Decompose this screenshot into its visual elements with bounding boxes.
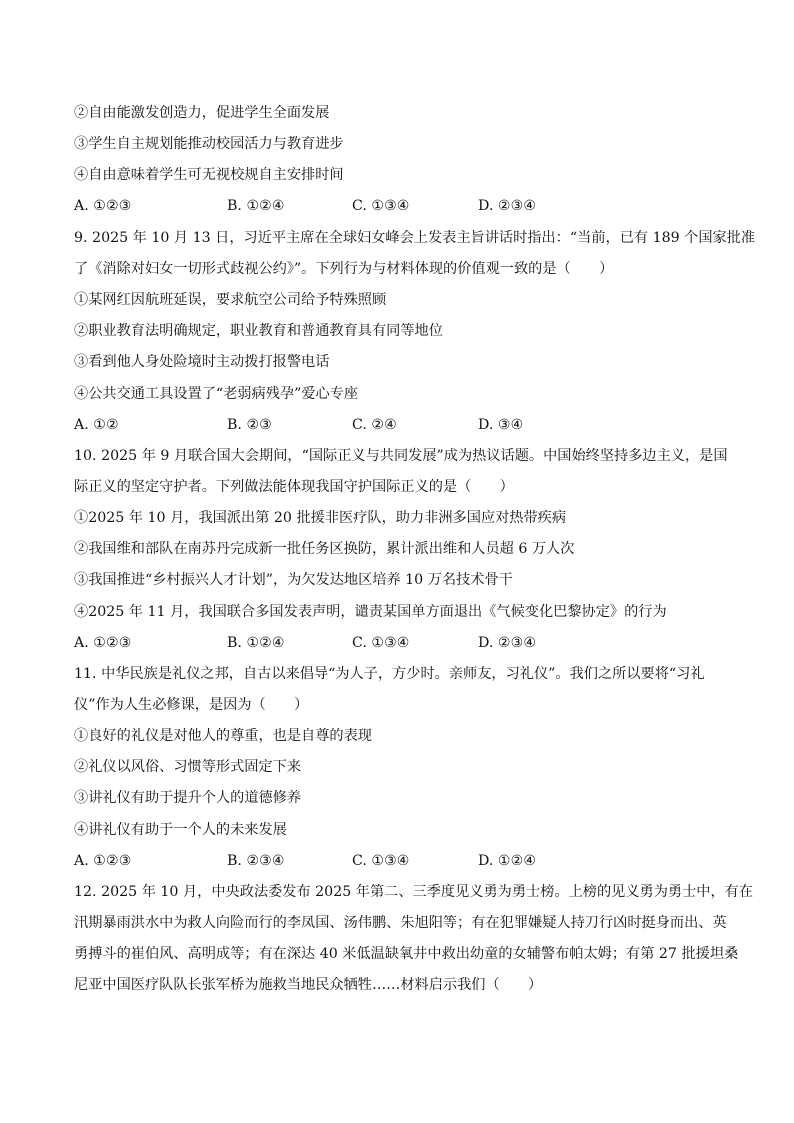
answer-choices-q10 [74,633,724,653]
option-item-4: ④自由意味着学生可无视校规自主安排时间 [74,167,344,183]
choice-a: A. ①②③ [74,635,132,651]
choice-b: B. ②③ [227,417,272,433]
choice-d: D. ③④ [478,417,524,433]
question-11-stem-line-1: 11. 中华民族是礼仪之邦，自古以来倡导“为人子，方少时。亲师友，习礼仪”。我们之所以要将“习礼 [74,666,705,682]
question-10-item-3: ③我国推进“乡村振兴人才计划”，为欠发达地区培养 10 万名技术骨干 [74,572,513,588]
choice-d: D. ②③④ [478,635,537,651]
question-11-item-1: ①良好的礼仪是对他人的尊重，也是自尊的表现 [74,728,372,744]
question-10-item-2: ②我国维和部队在南苏丹完成新一批任务区换防，累计派出维和人员超 6 万人次 [74,541,575,557]
question-9-item-1: ①某网红因航班延误，要求航空公司给予特殊照顾 [74,292,387,308]
choice-c: C. ①③④ [352,853,410,869]
question-9-stem-line-2: 了《消除对妇女一切形式歧视公约》”。下列行为与材料体现的价值观一致的是（ ） [74,261,614,277]
question-11-stem-line-2: 仪”作为人生必修课，是因为（ ） [74,697,309,713]
choice-b: B. ②③④ [227,853,285,869]
question-10-stem-line-1: 10. 2025 年 9 月联合国大会期间，“国际正义与共同发展”成为热议话题。中国始终坚持多边主义，是国 [74,448,728,464]
question-9-item-4: ④公共交通工具设置了“老弱病残孕”爱心专座 [74,386,359,402]
question-9-stem-line-1: 9. 2025 年 10 月 13 日，习近平主席在全球妇女峰会上发表主旨讲话时指出：“当前，已有 189 个国家批准 [74,230,756,246]
question-11-item-4: ④讲礼仪有助于一个人的未来发展 [74,822,287,838]
question-12-stem-line-2: 汛期暴雨洪水中为救人向险而行的李凤国、汤伟鹏、朱旭阳等；有在犯罪嫌疑人持刀行凶时挺身而出、英 [74,915,727,931]
question-12-stem-line-3: 勇搏斗的崔伯风、高明成等；有在深达 40 米低温缺氧井中救出幼童的女辅警布帕太姆；有第 27 批援坦桑 [74,946,739,962]
choice-a: A. ①②③ [74,853,132,869]
question-10-item-4: ④2025 年 11 月，我国联合多国发表声明，谴责某国单方面退出《气候变化巴黎协定》的行为 [74,604,667,620]
choice-d: D. ②③④ [478,198,537,214]
choice-a: A. ①②③ [74,198,132,214]
choice-a: A. ①② [74,417,119,433]
question-12-stem-line-4: 尼亚中国医疗队队长张军桥为施救当地民众牺牲……材料启示我们（ ） [74,977,543,993]
choice-c: C. ②④ [352,417,397,433]
answer-choices-q9 [74,415,724,435]
option-item-3: ③学生自主规划能推动校园活力与教育进步 [74,136,344,152]
option-item-2: ②自由能激发创造力，促进学生全面发展 [74,105,330,121]
choice-b: B. ①②④ [227,198,285,214]
answer-choices-q8 [74,196,724,216]
choice-c: C. ①③④ [352,198,410,214]
question-9-item-3: ③看到他人身处险境时主动拨打报警电话 [74,354,330,370]
question-10-item-1: ①2025 年 10 月，我国派出第 20 批援非医疗队，助力非洲多国应对热带疾病 [74,510,567,526]
answer-choices-q11 [74,851,724,871]
question-10-stem-line-2: 际正义的坚定守护者。下列做法能体现我国守护国际正义的是（ ） [74,479,514,495]
choice-c: C. ①③④ [352,635,410,651]
choice-b: B. ①②④ [227,635,285,651]
question-12-stem-line-1: 12. 2025 年 10 月，中央政法委发布 2025 年第二、三季度见义勇为勇士榜。上榜的见义勇为勇士中，有在 [74,884,754,900]
question-11-item-3: ③讲礼仪有助于提升个人的道德修养 [74,790,302,806]
question-9-item-2: ②职业教育法明确规定，职业教育和普通教育具有同等地位 [74,323,443,339]
choice-d: D. ①②④ [478,853,537,869]
question-11-item-2: ②礼仪以风俗、习惯等形式固定下来 [74,759,302,775]
